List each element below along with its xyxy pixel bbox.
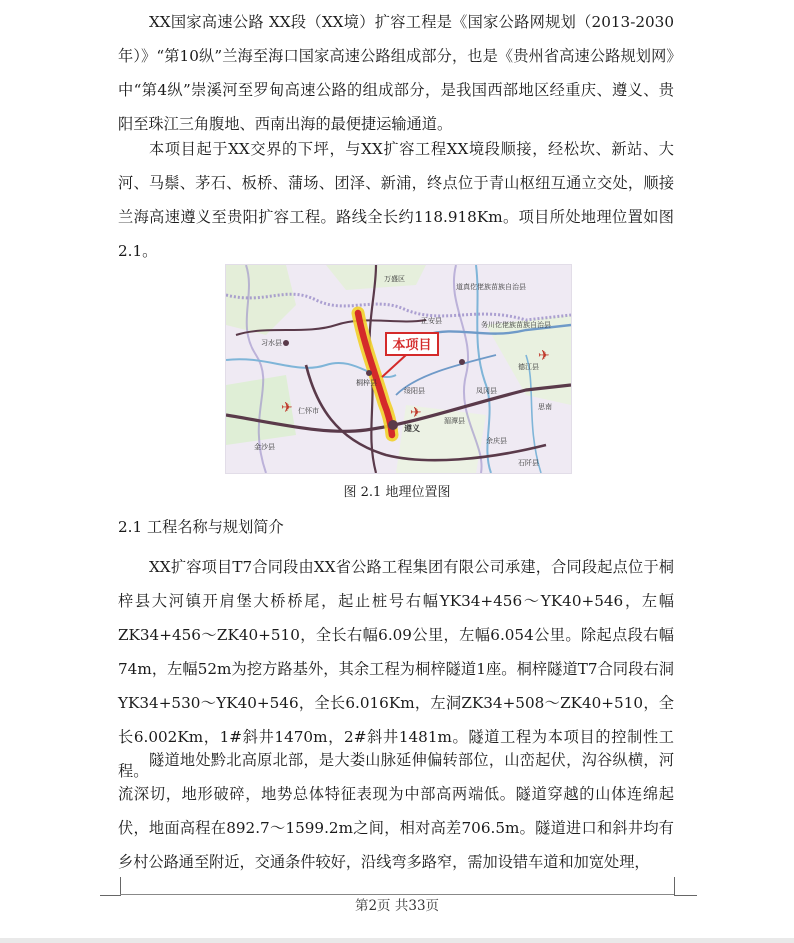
map-label-meitan: 湄潭县 bbox=[444, 417, 465, 425]
intro-paragraph: XX国家高速公路 XX段（XX境）扩容工程是《国家公路网规划（2013-2030年）》“第10纵”兰海至海口国家高速公路组成部分，也是《贵州省高速公路规划网》中“第4纵”崇溪河至罗甸高速公路的组成部分，是我国西部地区经重庆、遵义、贵阳至珠江三角腹地、西南出海的最便捷运输通道。 bbox=[118, 13, 674, 133]
map-label-dejiang: 德江县 bbox=[518, 363, 539, 371]
map-label-suiyang: 绥阳县 bbox=[404, 387, 425, 395]
terrain-paragraph: 隧道地处黔北高原北部，是大娄山脉延伸偏转部位，山峦起伏，沟谷纵横，河流深切，地形破碎，地势总体特征表现为中部高两端低。隧道穿越的山体连绵起伏，地面高程在892.7～1599.2m之间，相对高差706.5m。隧道进口和斜井均有乡村公路通至附近，交通条件较好，沿线弯多路窄，需加设错车道和加宽处理， bbox=[118, 751, 674, 871]
figure-caption: 图 2.1 地理位置图 bbox=[343, 485, 451, 500]
project-label: 本项目 bbox=[392, 338, 432, 353]
zunyi-marker bbox=[388, 420, 398, 430]
map-label-wuchuan: 务川仡佬族苗族自治县 bbox=[481, 321, 551, 329]
map-label-zunyi: 遵义 bbox=[404, 424, 420, 433]
page-bottom-strip bbox=[0, 938, 794, 943]
airport-icon: ✈ bbox=[410, 405, 422, 421]
map-label-daozhen: 道真仡佬族苗族自治县 bbox=[456, 283, 526, 291]
airport-icon: ✈ bbox=[538, 348, 550, 364]
map-label-xishui: 习水县 bbox=[261, 339, 282, 347]
contract-paragraph: XX扩容项目T7合同段由XX省公路工程集团有限公司承建，合同段起点位于桐梓县大河镇开肩堡大桥桥尾，起止桩号右幅YK34+456～YK40+546，左幅ZK34+456～ZK40+510，全长右幅6.09公里，左幅6.054公里。除起点段右幅74m，左幅52m为挖方路基外，其余工程为桐梓隧道1座。桐梓隧道T7合同段右洞YK34+530～YK40+546，全长6.016Km，左洞ZK34+508～ZK40+510，全长6.002Km，1#斜井1470m，2#斜井1481m。隧道工程为本项目的控制性工程。 bbox=[118, 558, 674, 780]
map-label-shiqian: 石阡县 bbox=[518, 459, 539, 467]
map-label-fenggang: 凤冈县 bbox=[476, 387, 497, 395]
map-label-zhengan: 正安县 bbox=[421, 317, 442, 325]
route-paragraph: 本项目起于XX交界的下坪，与XX扩容工程XX境段顺接，经松坎、新站、大河、马鬃、茅石、板桥、蒲场、团泽、新浦，终点位于青山枢纽互通立交处，顺接兰海高速遵义至贵阳扩容工程。路线全长约118.918Km。项目所处地理位置如图2.1。 bbox=[118, 140, 674, 260]
map-label-sinan: 思南 bbox=[538, 403, 552, 411]
map-label-jinsha: 金沙县 bbox=[254, 443, 275, 451]
map-label-renhuai: 仁怀市 bbox=[298, 407, 319, 415]
meitan-marker bbox=[459, 359, 465, 365]
section-heading: 2.1 工程名称与规划简介 bbox=[118, 518, 284, 536]
map-label-yuqing: 余庆县 bbox=[486, 437, 507, 445]
tongzi-marker bbox=[366, 370, 372, 376]
xishui-marker bbox=[283, 340, 289, 346]
map-label-wansheng: 万盛区 bbox=[384, 275, 405, 283]
location-map-figure bbox=[225, 264, 572, 474]
airport-icon: ✈ bbox=[281, 400, 293, 416]
map-label-tongzi: 桐梓县 bbox=[356, 379, 377, 387]
location-map bbox=[226, 265, 571, 473]
page-number: 第2页 共33页 bbox=[354, 898, 440, 914]
